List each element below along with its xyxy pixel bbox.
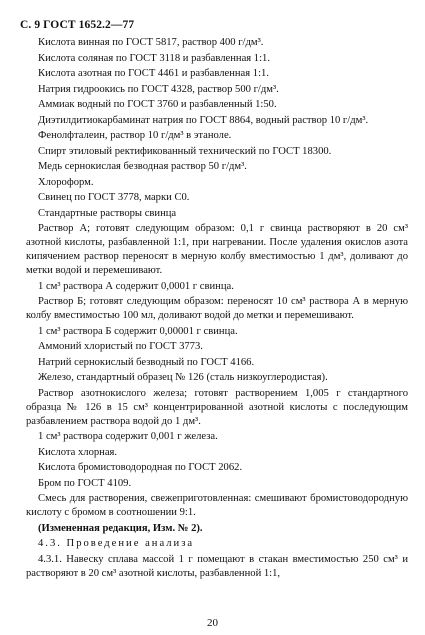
paragraph: Кислота хлорная. [38,446,118,458]
paragraph: Смесь для растворения, свежеприготовленная: смешивают бромистоводородную кислоту с бромом в соотношении 9:1. [26,493,408,518]
amendment-note: (Измененная редакция, Изм. № 2). [38,522,203,534]
paragraph: 1 см³ раствора Б содержит 0,00001 г свинца. [38,325,238,337]
page-header: С. 9 ГОСТ 1652.2—77 [20,19,135,31]
paragraph: Фенолфталеин, раствор 10 г/дм³ в этаноле. [38,130,232,141]
paragraph: Хлороформ. [38,176,94,188]
paragraph: Стандартные растворы свинца [38,207,177,219]
section-heading [26,537,408,551]
paragraph: Кислота бромистоводородная по ГОСТ 2062. [38,462,243,473]
paragraph: Раствор Б; готовят следующим образом: переносят 10 см³ раствора А в мерную колбу вместимостью 100 мл, доливают водой до метки и перемешивают. [26,296,408,321]
document-body [26,36,408,582]
paragraph: Свинец по ГОСТ 3778, марки С0. [38,192,190,203]
paragraph: Натрий сернокислый безводный по ГОСТ 4166. [38,356,255,368]
section-title: 4.3. Проведение анализа [38,538,195,549]
paragraph: Кислота винная по ГОСТ 5817, раствор 400 г/дм³. [38,37,264,48]
paragraph: Аммоний хлористый по ГОСТ 3773. [38,341,203,352]
paragraph: Раствор азотнокислого железа; готовят растворением 1,005 г стандартного образца № 126 в 15 см³ концентрированной азотной кислоты с последующим разбавлением раствора водой до 1 дм³. [26,387,408,427]
page-number: 20 [207,617,218,629]
paragraph: Аммиак водный по ГОСТ 3760 и разбавленный 1:50. [38,99,277,110]
section-paragraph: 4.3.1. Навеску сплава массой 1 г помещают в стакан вместимостью 250 см³ и растворяют в 20 см³ азотной кислоты, разбавленной 1:1, [26,553,408,579]
paragraph: Раствор А; готовят следующим образом: 0,1 г свинца растворяют в 20 см³ азотной кислоты, разбавленной 1:1, при нагревании. После удаления окислов азота кипячением раствор переносят в мерную колбу вместимостью 1 дм³, доливают до метки водой и перемешивают. [26,223,408,276]
paragraph: Спирт этиловый ректификованный технический по ГОСТ 18300. [38,145,332,157]
paragraph: Бром по ГОСТ 4109. [38,477,132,489]
paragraph: Натрия гидроокись по ГОСТ 4328, раствор 500 г/дм³. [38,83,279,95]
paragraph: Железо, стандартный образец № 126 (сталь низкоуглеродистая). [38,372,328,383]
paragraph: Кислота соляная по ГОСТ 3118 и разбавленная 1:1. [38,52,270,64]
paragraph: Кислота азотная по ГОСТ 4461 и разбавленная 1:1. [38,68,269,79]
paragraph: 1 см³ раствора А содержит 0,0001 г свинца. [38,280,234,292]
paragraph: 1 см³ раствора содержит 0,001 г железа. [38,431,218,442]
paragraph: Медь сернокислая безводная раствор 50 г/дм³. [38,161,247,172]
paragraph: Диэтилдитиокарбаминат натрия по ГОСТ 8864, водный раствор 10 г/дм³. [38,114,369,126]
